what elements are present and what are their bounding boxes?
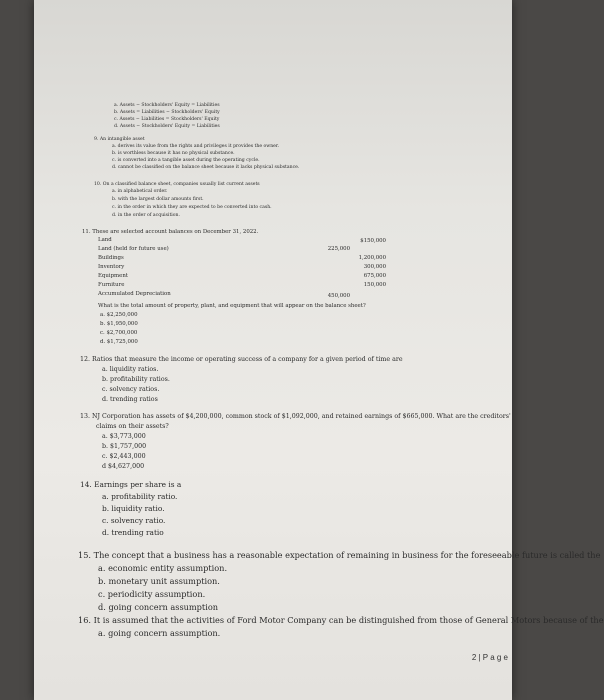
q11-stem: 11. These are selected account balances on December 31, 2022. bbox=[82, 229, 259, 235]
q15-option-c: c. periodicity assumption. bbox=[98, 589, 206, 599]
account-value-col2: 1,200,000 bbox=[358, 255, 386, 261]
q8-option-d: d. Assets − Stockholders' Equity = Liabilities bbox=[114, 124, 220, 129]
document-page bbox=[34, 0, 604, 700]
q12-option-d: d. trending ratios bbox=[102, 396, 158, 403]
account-value-col2: $150,000 bbox=[360, 238, 386, 244]
q12-option-a: a. liquidity ratios. bbox=[102, 366, 159, 373]
q9-stem: 9. An intangible asset bbox=[94, 137, 145, 142]
q13-option-c: c. $2,443,000 bbox=[102, 453, 146, 460]
q11-option-c: c. $2,700,000 bbox=[100, 330, 138, 336]
q9-option-d: d. cannot be classified on the balance sheet because it lacks physical substance. bbox=[112, 165, 300, 170]
account-value-col1: 450,000 bbox=[327, 293, 350, 299]
account-value-col2: 675,000 bbox=[363, 273, 386, 279]
q11-question: What is the total amount of property, plant, and equipment that will appear on the balance sheet? bbox=[98, 303, 366, 309]
q13-option-a: a. $3,773,000 bbox=[102, 433, 146, 440]
q12-option-c: c. solvency ratios. bbox=[102, 386, 160, 393]
q13-stem: 13. NJ Corporation has assets of $4,200,000, common stock of $1,092,000, and retained earnings of $665,000. What are the creditors' bbox=[80, 413, 511, 420]
q13-stem-continued: claims on their assets? bbox=[96, 423, 169, 430]
q9-option-a: a. derives its value from the rights and privileges it provides the owner. bbox=[112, 144, 280, 149]
q12-stem: 12. Ratios that measure the income or operating success of a company for a given period of time are bbox=[80, 356, 403, 363]
q9-option-b: b. is worthless because it has no physical substance. bbox=[112, 151, 235, 156]
q10-option-d: d. in the order of acquisition. bbox=[112, 213, 180, 218]
account-value-col2: 150,000 bbox=[363, 282, 386, 288]
q13-option-d: d $4,627,000 bbox=[102, 463, 145, 470]
q15-option-a: a. economic entity assumption. bbox=[98, 563, 228, 573]
q10-option-a: a. in alphabetical order. bbox=[112, 189, 168, 194]
q10-stem: 10. On a classified balance sheet, companies usually list current assets bbox=[94, 182, 260, 187]
account-value-col1: 225,000 bbox=[327, 246, 350, 252]
q13-option-b: b. $1,757,000 bbox=[102, 443, 147, 450]
q14-stem: 14. Earnings per share is a bbox=[80, 480, 182, 489]
q15-option-b: b. monetary unit assumption. bbox=[98, 576, 220, 586]
account-name: Land bbox=[98, 237, 112, 243]
q11-option-a: a. $2,250,000 bbox=[100, 312, 138, 318]
q8-option-a: a. Assets − Stockholders' Equity = Liabilities bbox=[114, 103, 220, 108]
q14-option-a: a. profitability ratio. bbox=[102, 492, 178, 501]
q16-option-a: a. going concern assumption. bbox=[98, 628, 221, 638]
q8-option-b: b. Assets = Liabilities − Stockholders' Equity bbox=[114, 110, 220, 115]
q14-option-c: c. solvency ratio. bbox=[102, 516, 166, 525]
q11-option-d: d. $1,725,000 bbox=[100, 339, 138, 345]
account-name: Furniture bbox=[98, 282, 125, 288]
q15-stem: 15. The concept that a business has a reasonable expectation of remaining in business for the foreseeable future is called the bbox=[78, 550, 601, 560]
account-name: Inventory bbox=[98, 264, 125, 270]
account-name: Land (held for future use) bbox=[98, 246, 169, 252]
q14-option-b: b. liquidity ratio. bbox=[102, 504, 165, 513]
q10-option-c: c. in the order in which they are expected to be converted into cash. bbox=[112, 205, 272, 210]
q15-option-d: d. going concern assumption bbox=[98, 602, 219, 612]
page-number: 2 | P a g e bbox=[471, 653, 508, 662]
q14-option-d: d. trending ratio bbox=[102, 528, 164, 537]
q9-option-c: c. is converted into a tangible asset during the operating cycle. bbox=[112, 158, 260, 163]
q12-option-b: b. profitability ratios. bbox=[102, 376, 170, 383]
q16-stem: 16. It is assumed that the activities of Ford Motor Company can be distinguished from those of General Motors because of the bbox=[78, 615, 604, 625]
account-name: Equipment bbox=[98, 273, 128, 279]
q10-option-b: b. with the largest dollar amounts first. bbox=[112, 197, 204, 202]
account-name: Buildings bbox=[98, 255, 124, 261]
q11-option-b: b. $1,950,000 bbox=[100, 321, 138, 327]
q8-option-c: c. Assets − Liabilities = Stockholders' Equity bbox=[114, 117, 220, 122]
account-name: Accumulated Depreciation bbox=[98, 291, 171, 297]
account-value-col2: 300,000 bbox=[363, 264, 386, 270]
